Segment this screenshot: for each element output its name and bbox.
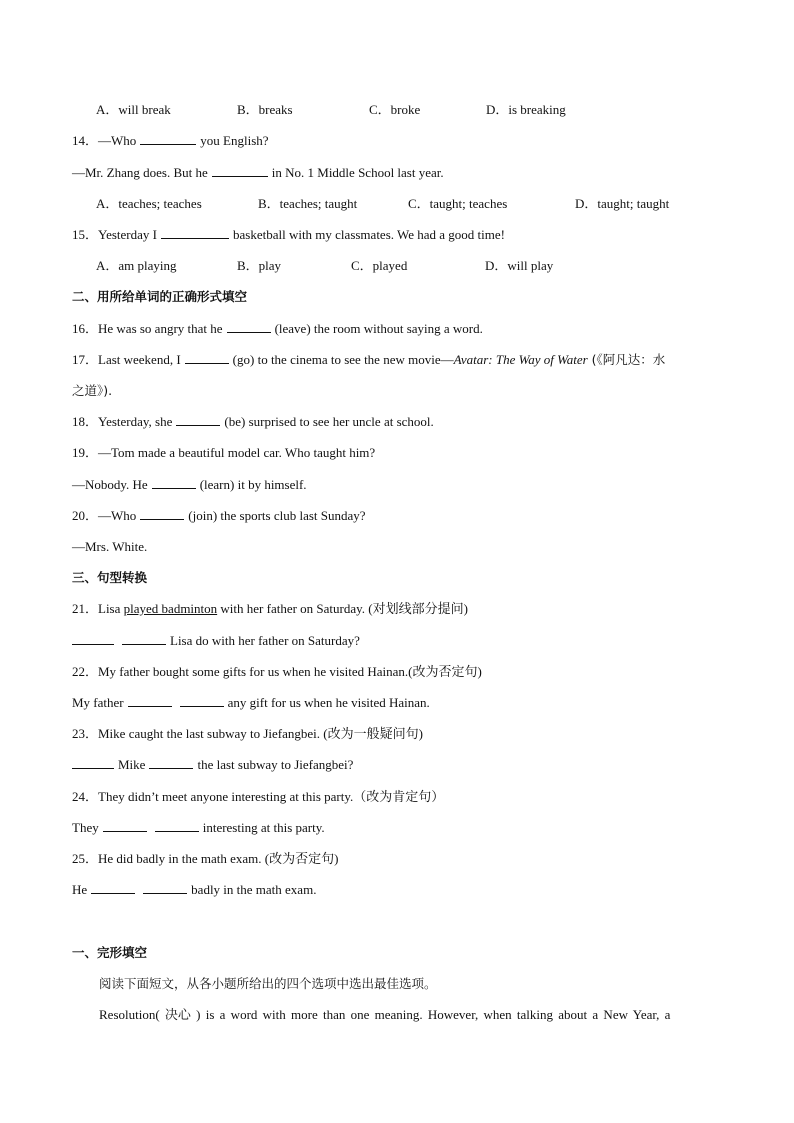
section-2-heading: 二、用所给单词的正确形式填空: [72, 289, 248, 304]
q21-answer-line: Lisa do with her father on Saturday?: [72, 632, 722, 650]
q15-option-b: B．play: [237, 258, 282, 273]
q17-question: 17．Last weekend, I (go) to the cinema to see the new movie—Avatar: The Way of Water (《阿凡达：水: [72, 352, 666, 367]
q25-answer-line: He badly in the math exam.: [72, 882, 317, 897]
q13-option-d: D．is breaking: [486, 102, 566, 117]
answer-blank[interactable]: [185, 351, 229, 364]
answer-blank[interactable]: [140, 132, 196, 145]
section-3-heading: 三、句型转换: [72, 570, 148, 585]
q13-options: [96, 101, 722, 119]
q17-continuation: 之道》).: [72, 383, 113, 398]
q15-option-c: C．played: [351, 258, 408, 273]
q14-option-a: A．teaches; teaches: [96, 196, 202, 211]
q19-answer-line: —Nobody. He (learn) it by himself.: [72, 477, 307, 492]
q14-question: 14．—Who you English?: [72, 133, 269, 148]
q15-question: 15．Yesterday I basketball with my classmates. We had a good time!: [72, 227, 505, 242]
q22-answer-line: My father any gift for us when he visited Hainan.: [72, 695, 430, 710]
underlined-phrase: played badminton: [123, 601, 218, 616]
q24-question: 24．They didn’t meet anyone interesting at this party.（改为肯定句）: [72, 789, 445, 804]
answer-blank[interactable]: [103, 819, 147, 832]
answer-blank[interactable]: [176, 413, 220, 426]
movie-title: Avatar: The Way of Water: [453, 352, 588, 367]
answer-blank[interactable]: [72, 632, 114, 645]
q14-answer-line: —Mr. Zhang does. But he in No. 1 Middle School last year.: [72, 165, 444, 180]
q24-answer-line: They interesting at this party.: [72, 820, 325, 835]
answer-blank[interactable]: [72, 756, 114, 769]
cloze-heading: 一、完形填空: [72, 945, 148, 960]
answer-blank[interactable]: [212, 164, 268, 177]
q25-question: 25．He did badly in the math exam. (改为否定句): [72, 851, 339, 866]
q15-option-d: D．will play: [485, 258, 554, 273]
q20-question: 20．—Who (join) the sports club last Sunday?: [72, 508, 366, 523]
answer-blank[interactable]: [91, 881, 135, 894]
q14-option-b: B．teaches; taught: [258, 196, 358, 211]
q16-question: 16．He was so angry that he (leave) the room without saying a word.: [72, 321, 483, 336]
q13-option-b: B．breaks: [237, 102, 293, 117]
answer-blank[interactable]: [149, 756, 193, 769]
answer-blank[interactable]: [122, 632, 166, 645]
q15-option-a: A．am playing: [96, 258, 177, 273]
answer-blank[interactable]: [128, 694, 172, 707]
q23-question: 23．Mike caught the last subway to Jiefangbei. (改为一般疑问句): [72, 726, 423, 741]
answer-blank[interactable]: [155, 819, 199, 832]
q20-answer-line: —Mrs. White.: [72, 539, 148, 554]
q18-question: 18．Yesterday, she (be) surprised to see her uncle at school.: [72, 414, 434, 429]
answer-blank[interactable]: [140, 507, 184, 520]
cloze-paragraph: Resolution( 决心 ) is a word with more than one meaning. However, when talking about a New Year, a: [99, 1007, 671, 1022]
q14-option-d: D．taught; taught: [575, 196, 670, 211]
answer-blank[interactable]: [161, 226, 229, 239]
q21-question: 21．Lisa played badminton with her father on Saturday. (对划线部分提问): [72, 601, 468, 616]
q14-options: [96, 195, 722, 213]
answer-blank[interactable]: [227, 320, 271, 333]
answer-blank[interactable]: [180, 694, 224, 707]
q22-question: 22．My father bought some gifts for us when he visited Hainan.(改为否定句): [72, 664, 482, 679]
q14-option-c: C．taught; teaches: [408, 196, 508, 211]
q23-answer-line: Mike the last subway to Jiefangbei?: [72, 756, 722, 774]
q13-option-c: C．broke: [369, 102, 421, 117]
q19-question: 19．—Tom made a beautiful model car. Who taught him?: [72, 445, 376, 460]
answer-blank[interactable]: [152, 476, 196, 489]
q13-option-a: A．will break: [96, 102, 171, 117]
cloze-instruction: 阅读下面短文，从各小题所给出的四个选项中选出最佳选项。: [99, 976, 437, 991]
q15-options: [96, 257, 722, 275]
answer-blank[interactable]: [143, 881, 187, 894]
